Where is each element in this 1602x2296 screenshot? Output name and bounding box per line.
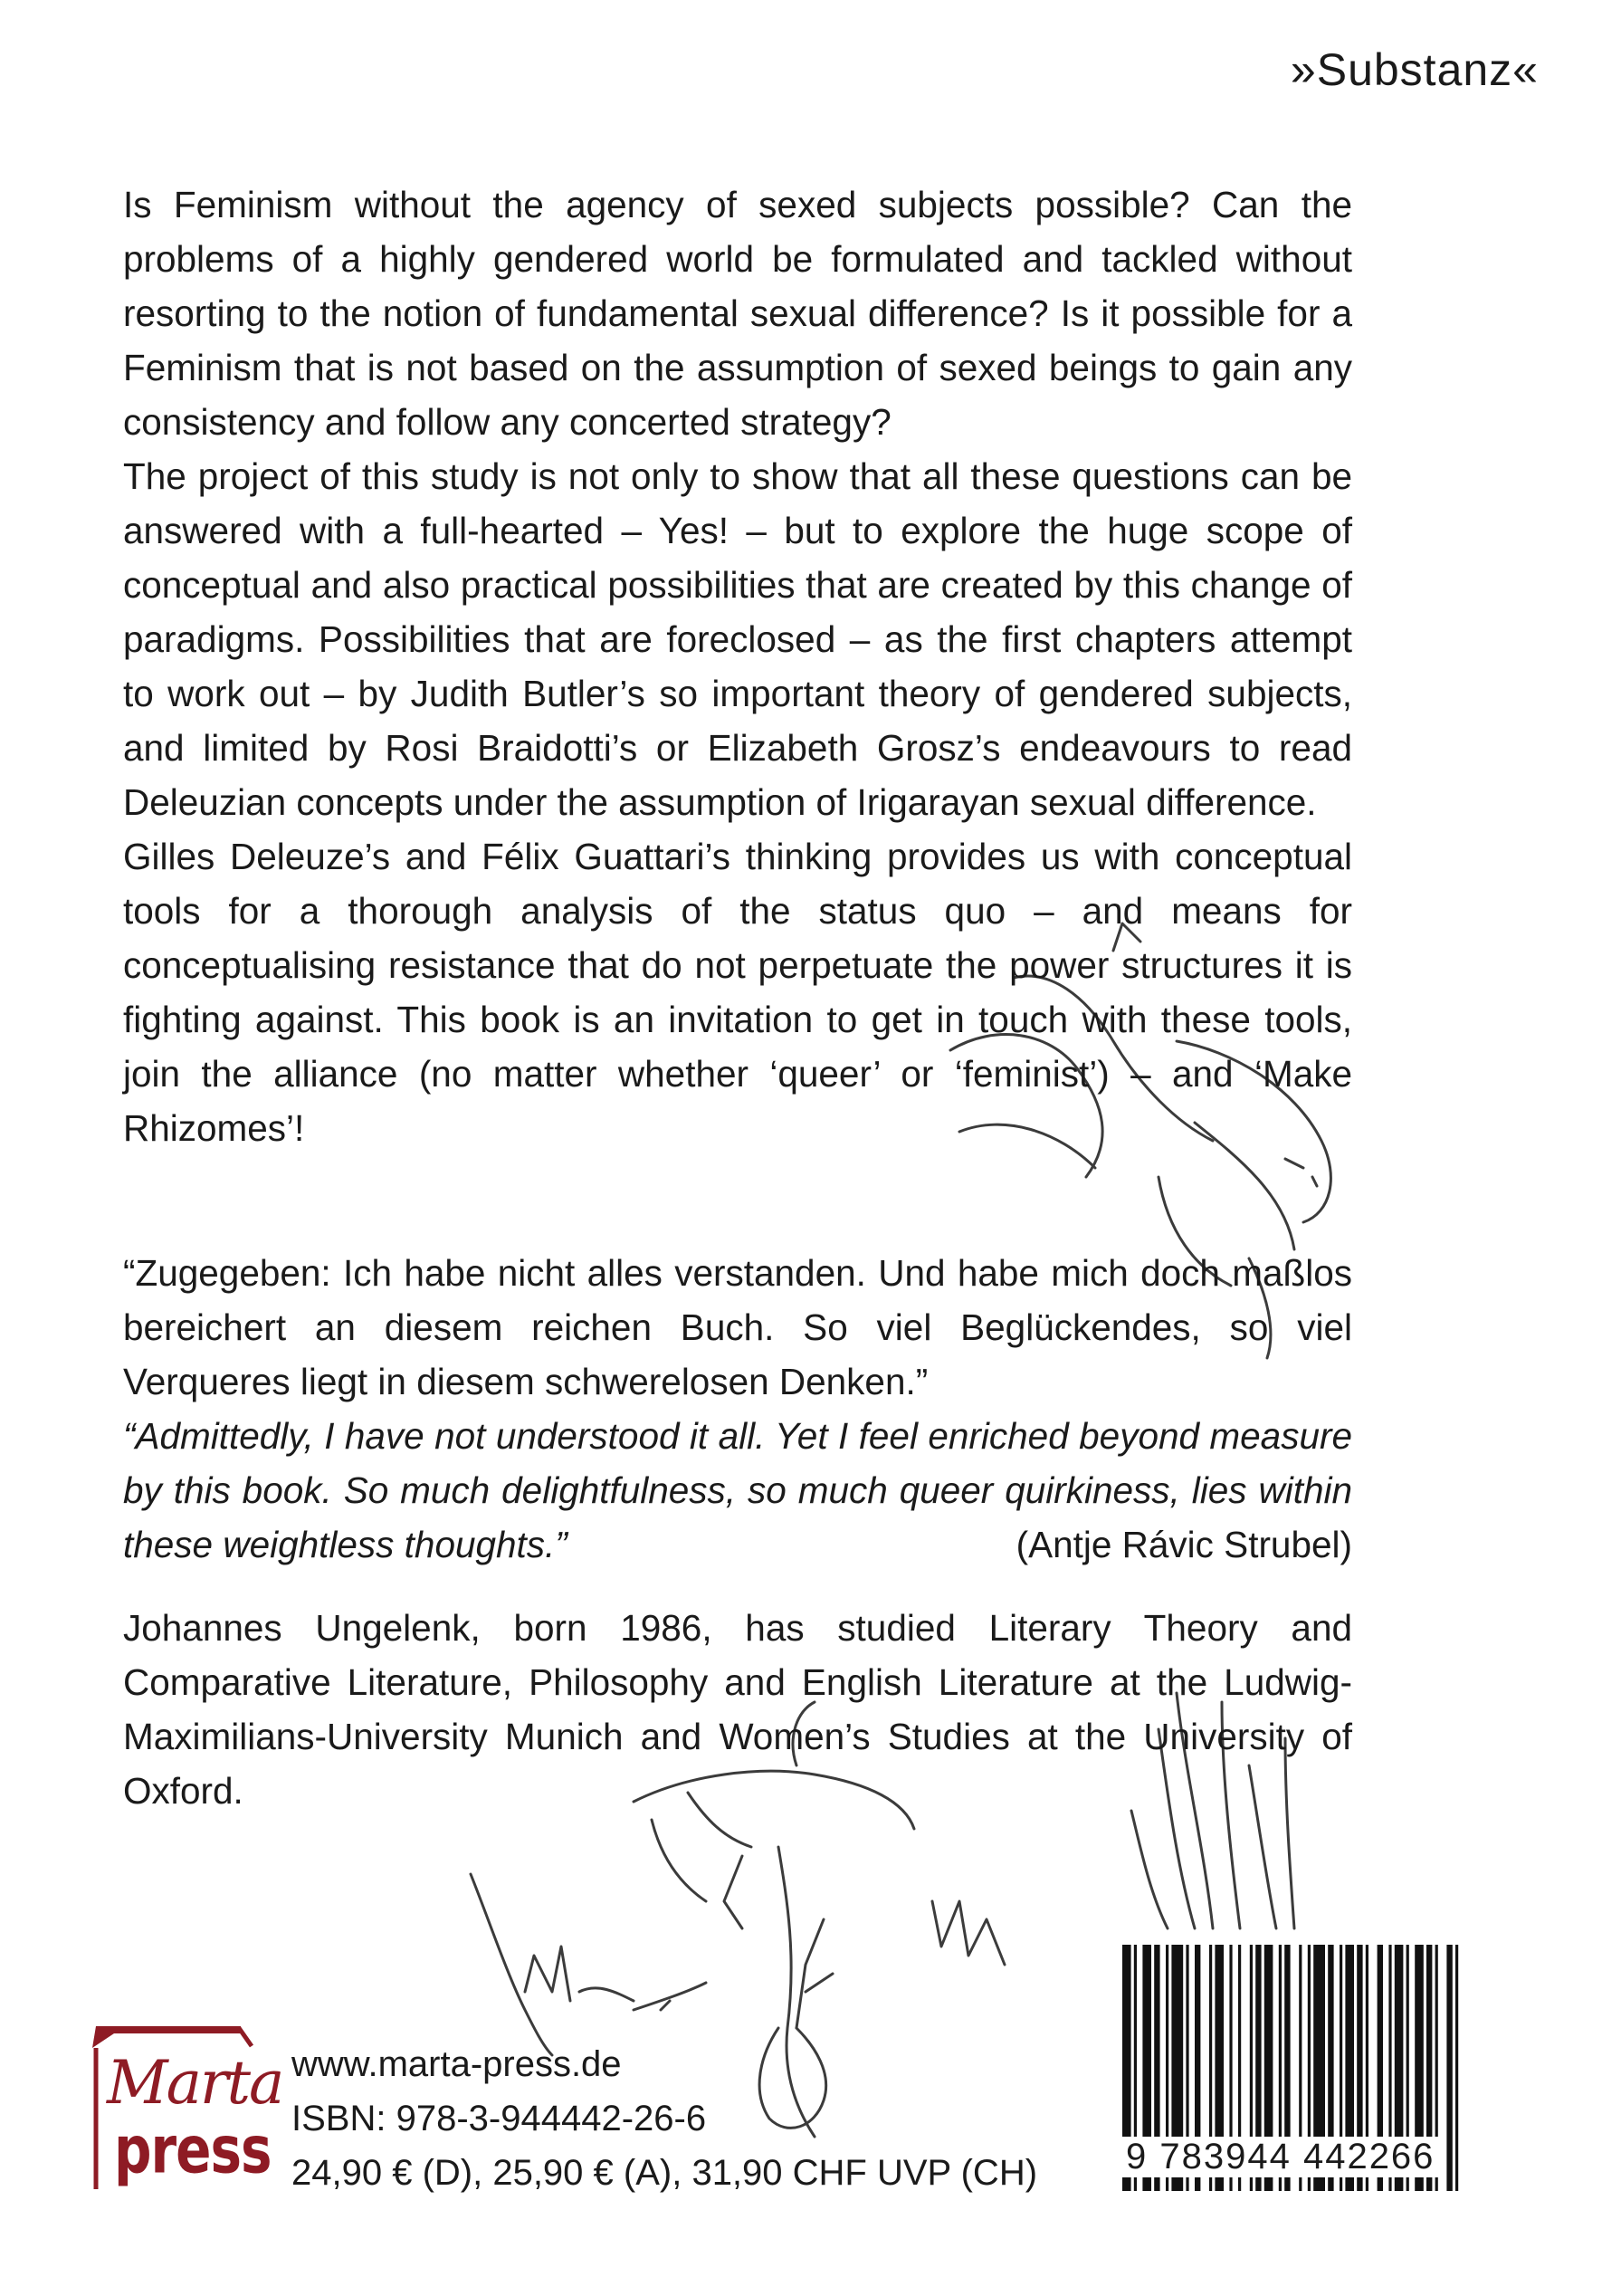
imprint	[291, 2037, 1037, 2200]
blurb-paragraph: The project of this study is not only to show that all these questions can be answered with a full-hearted – Yes! – but to explore the huge scope of conceptual and also practical possibilities that are created by this change of paradigms. Possibilities that are foreclosed – as the first chapters attempt to work out – by Judith Butler’s so important theory of gendered subjects, and limited by Rosi Braidotti’s or Elizabeth Grosz’s endeavours to read Deleuzian concepts under the assumption of Irigarayan sexual difference.	[123, 455, 1352, 823]
prices: 24,90 € (D), 25,90 € (A), 31,90 CHF UVP (CH)	[291, 2153, 1038, 2193]
review-english	[123, 1409, 1352, 1572]
series-title: »Substanz«	[1290, 44, 1539, 95]
barcode-digits: 9 783944 442266	[1122, 2137, 1438, 2177]
logo-press-text: press	[114, 2111, 272, 2188]
logo-script-text: Marta	[107, 2048, 283, 2118]
review-quote	[123, 1246, 1352, 1572]
review-source: (Antje Rávic Strubel)	[1016, 1524, 1352, 1565]
review-german: “Zugegeben: Ich habe nicht alles verstanden. Und habe mich doch maßlos bereichert an diesem reichen Buch. So viel Beglückendes, so viel Verqueres liegt in diesem schwerelosen Denken.”	[123, 1252, 1352, 1402]
blurb-text	[123, 177, 1352, 1155]
review-english-text: “Admittedly, I have not understood it all. Yet I feel enriched beyond measure by this book. So much delightfulness, so much queer quirkiness, lies within these weightless thoughts.”	[123, 1415, 1352, 1565]
isbn: ISBN: 978-3-944442-26-6	[291, 2099, 707, 2138]
publisher-website[interactable]: www.marta-press.de	[291, 2044, 622, 2084]
blurb-paragraph: Is Feminism without the agency of sexed subjects possible? Can the problems of a highly gendered world be formulated and tackled without resorting to the notion of fundamental sexual difference? Is it possible for a Feminism that is not based on the assumption of sexed beings to gain any consistency and follow any concerted strategy?	[123, 184, 1352, 443]
author-bio: Johannes Ungelenk, born 1986, has studied Literary Theory and Comparative Literature, Philosophy and English Literature at the Ludwig-Maximilians-University Munich and Women’s Studies at the University of Oxford.	[123, 1607, 1352, 1812]
publisher-logo	[87, 2012, 283, 2189]
blurb-paragraph: Gilles Deleuze’s and Félix Guattari’s thinking provides us with conceptual tools for a thorough analysis of the status quo – and means for conceptualising resistance that do not perpetuate the power structures it is fighting against. This book is an invitation to get in touch with these tools, join the alliance (no matter whether ‘queer’ or ‘feminist’) – and ‘Make Rhizomes’!	[123, 836, 1352, 1149]
